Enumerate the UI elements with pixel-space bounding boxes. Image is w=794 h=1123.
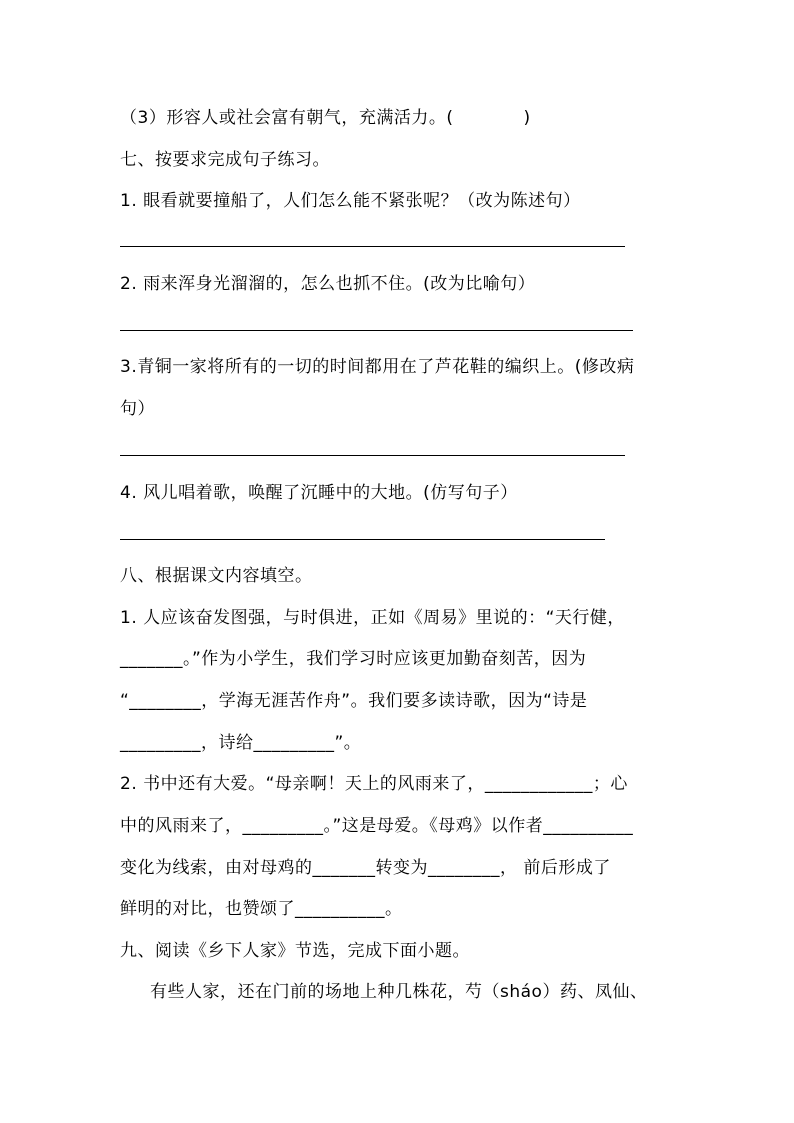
question-8-2-line-2: 中的风雨来了，_________。”这是母爱。《母鸡》以作者__________ — [120, 816, 634, 836]
question-7-1: 1. 眼看就要撞船了，人们怎么能不紧张呢？（改为陈述句） — [120, 191, 581, 211]
question-8-1-line-1: 1. 人应该奋发图强，与时俱进，正如《周易》里说的：“天行健， — [120, 608, 625, 628]
answer-line-7-1[interactable] — [120, 246, 625, 247]
question-7-4: 4. 风儿唱着歌，唤醒了沉睡中的大地。(仿写句子） — [120, 483, 518, 503]
question-8-1-line-3: “________，学海无涯苦作舟”。我们要多读诗歌，因为“诗是 — [120, 691, 588, 711]
question-8-1-line-2: _______。”作为小学生，我们学习时应该更加勤奋刻苦，因为 — [120, 649, 587, 669]
question-8-1-line-4: _________，诗给_________”。 — [120, 733, 362, 753]
reading-passage-line-1: 有些人家，还在门前的场地上种几株花，芍（sháo）药、凤仙、 — [150, 982, 648, 1002]
question-6-item-3: （3）形容人或社会富有朝气，充满活力。( ) — [120, 108, 531, 128]
question-8-2-line-1: 2. 书中还有大爱。“母亲啊！天上的风雨来了，____________；心 — [120, 774, 628, 794]
section-7-heading: 七、按要求完成句子练习。 — [120, 150, 330, 170]
question-8-2-line-3: 变化为线索，由对母鸡的_______转变为________， 前后形成了 — [120, 858, 611, 878]
question-7-3: 3.青铜一家将所有的一切的时间都用在了芦花鞋的编织上。(修改病 — [120, 357, 635, 377]
question-8-2-line-4: 鲜明的对比，也赞颂了__________。 — [120, 899, 403, 919]
answer-line-7-4[interactable] — [120, 539, 605, 540]
answer-line-7-2[interactable] — [120, 330, 633, 331]
answer-line-7-3[interactable] — [120, 455, 625, 456]
section-8-heading: 八、根据课文内容填空。 — [120, 566, 313, 586]
section-9-heading: 九、阅读《乡下人家》节选，完成下面小题。 — [120, 941, 470, 961]
question-7-3-continued: 句） — [120, 399, 155, 419]
question-7-2: 2. 雨来浑身光溜溜的，怎么也抓不住。(改为比喻句） — [120, 274, 536, 294]
